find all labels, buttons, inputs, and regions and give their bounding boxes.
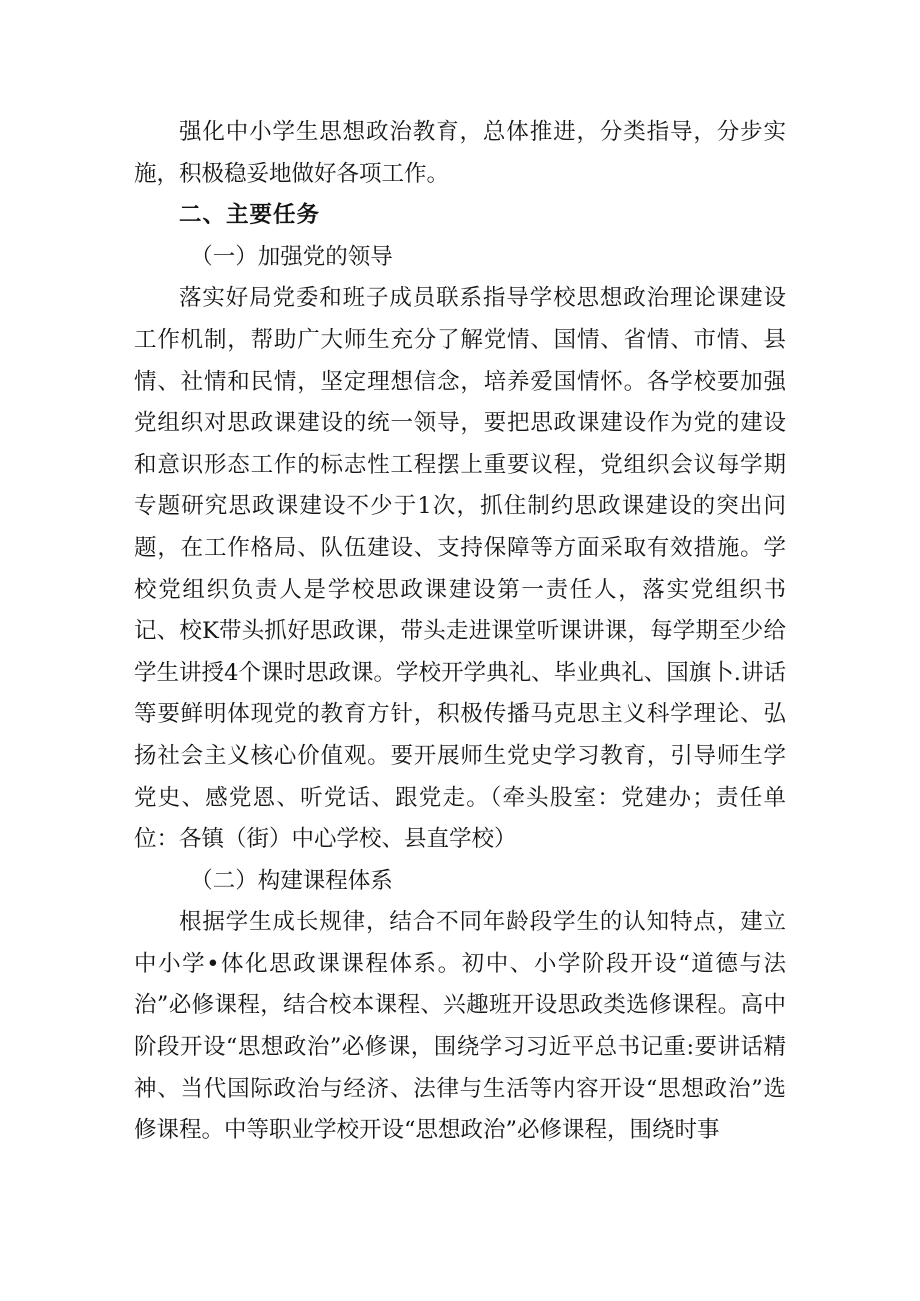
- section-heading-main-tasks: 二、主要任务: [179, 202, 321, 229]
- subsection-heading-party-leadership: （一）加强党的领导: [190, 243, 393, 270]
- subsection-heading-curriculum-system: （二）构建课程体系: [190, 867, 393, 894]
- party-leadership-paragraph: 落实好局党委和班子成员联系指导学校思想政治理论课建设工作机制，帮助广大师生充分了解党情、国情、省情、市情、县情、社情和民情，坚定理想信念，培养爱国情怀。各学校要加强党组织对思政课建设的统一领导，要把思政课建设作为党的建设和意识形态工作的标志性工程摆上重要议程，党组织会议每学期专题研究思政课建设不少于1次，抓住制约思政课建设的突出问题，在工作格局、队伍建设、支持保障等方面采取有效措施。学校党组织负责人是学校思政课建设第一责任人，落实党组织书记、校K带头抓好思政课，带头走进课堂听课讲课，每学期至少给学生讲授4个课时思政课。学校开学典礼、毕业典礼、国旗卜.讲话等要鲜明体现党的教育方针，积极传播马克思主义科学理论、弘扬社会主义核心价值观。要开展师生党史学习教育，引导师生学党史、感党恩、听党话、跟党走。（牵头股室：党建办；责任单位：各镇（街）中心学校、县直学校）: [134, 285, 786, 853]
- intro-paragraph: 强化中小学生思想政治教育，总体推进，分类指导，分步实施，积极稳妥地做好各项工作。: [134, 119, 786, 187]
- curriculum-system-paragraph: 根据学生成长规律，结合不同年龄段学生的认知特点，建立中小学•体化思政课课程体系。初中、小学阶段开设“道德与法治”必修课程，结合校本课程、兴趣班开设思政类选修课程。高中阶段开设“思想政治”必修课，围绕学习习近平总书记重:要讲话精神、当代国际政治与经济、法律与生活等内容开设“思想政治”选修课程。中等职业学校开设“思想政治”必修课程，围绕时事: [134, 909, 786, 1144]
- document-page: [134, 112, 786, 1152]
